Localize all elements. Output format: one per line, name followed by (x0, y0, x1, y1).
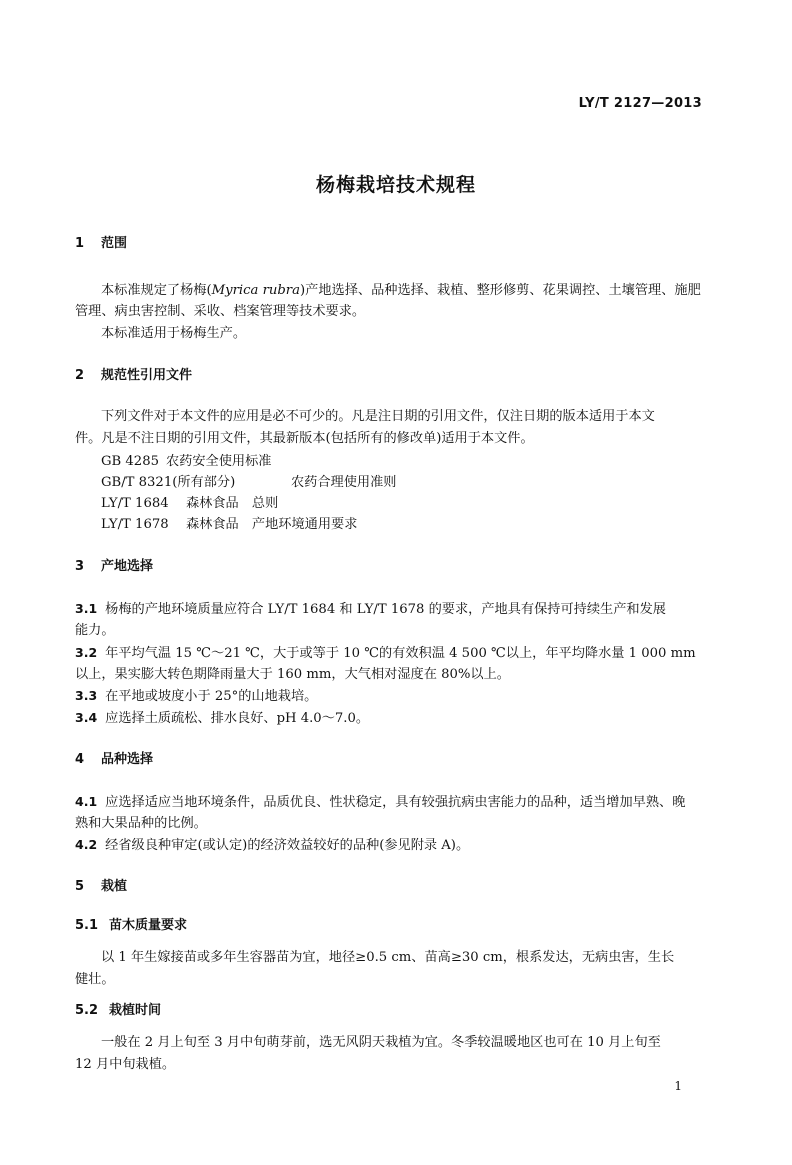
clause-3-2 (75, 642, 696, 665)
reference-title: 农药合理使用准则 (291, 475, 397, 490)
clause-text: 应选择土质疏松、排水良好、pH 4.0～7.0。 (105, 711, 370, 726)
clause-text: 杨梅的产地环境质量应符合 LY/T 1684 和 LY/T 1678 的要求，产地具有保持可持续生产和发展 (105, 602, 666, 617)
clause-number: 3.1 (75, 601, 98, 616)
section-3-heading (75, 556, 153, 578)
section-number: 5 (75, 879, 85, 894)
clause-3-2-cont: 以上，果实膨大转色期降雨量大于 160 mm，大气相对湿度在 80%以上。 (75, 667, 510, 682)
clause-4-1 (75, 791, 685, 814)
section-title: 品种选择 (101, 752, 154, 767)
subsection-title: 栽植时间 (109, 1003, 162, 1018)
clause-number: 3.3 (75, 688, 98, 703)
section-title: 产地选择 (101, 559, 154, 574)
section-1-paragraph-line (101, 280, 701, 302)
clause-number: 3.2 (75, 645, 98, 660)
reference-title: 农药安全使用标准 (166, 454, 272, 469)
subsection-5-1-text-cont: 健壮。 (75, 972, 115, 987)
section-number: 4 (75, 752, 85, 767)
subsection-title: 苗木质量要求 (109, 918, 188, 933)
section-title: 规范性引用文件 (101, 368, 193, 383)
clause-number: 4.2 (75, 837, 98, 852)
text-run: )产地选择、品种选择、栽植、整形修剪、花果调控、土壤管理、施肥 (299, 283, 701, 298)
reference-title: 森林食品 产地环境通用要求 (186, 517, 358, 532)
clause-4-2 (75, 834, 469, 857)
text-run: 本标准规定了杨梅( (101, 283, 212, 298)
reference-code: LY/T 1684 (101, 496, 169, 511)
reference-item (101, 493, 278, 515)
reference-code: GB 4285 (101, 454, 159, 469)
page-number: 1 (674, 1079, 682, 1093)
clause-text: 在平地或坡度小于 25°的山地栽培。 (105, 689, 318, 704)
section-1-heading (75, 233, 127, 255)
reference-item (101, 472, 397, 494)
section-5-heading (75, 876, 127, 898)
clause-3-3 (75, 685, 317, 708)
clause-text: 年平均气温 15 ℃～21 ℃，大于或等于 10 ℃的有效积温 4 500 ℃以上，年平均降水量 1 000 mm (105, 646, 696, 661)
section-1-paragraph-line: 管理、病虫害控制、采收、档案管理等技术要求。 (75, 304, 366, 319)
section-2-paragraph-line: 下列文件对于本文件的应用是必不可少的。凡是注日期的引用文件，仅注日期的版本适用于本文 (101, 409, 655, 424)
subsection-5-1-heading (75, 915, 187, 937)
section-4-heading (75, 749, 153, 771)
reference-item (101, 451, 272, 473)
subsection-number: 5.2 (75, 1003, 99, 1018)
reference-item (101, 514, 357, 536)
subsection-number: 5.1 (75, 918, 99, 933)
section-number: 3 (75, 559, 85, 574)
section-title: 范围 (101, 236, 128, 251)
clause-number: 3.4 (75, 710, 98, 725)
subsection-5-2-text: 一般在 2 月上旬至 3 月中旬萌芽前，选无风阴天栽植为宜。冬季较温暖地区也可在 10 月上旬至 (101, 1035, 661, 1050)
page-title: 杨梅栽培技术规程 (315, 174, 476, 196)
clause-text: 应选择适应当地环境条件，品质优良、性状稳定，具有较强抗病虫害能力的品种，适当增加早熟、晚 (105, 795, 686, 810)
section-number: 1 (75, 236, 85, 251)
subsection-5-2-heading (75, 1000, 161, 1022)
standard-code: LY/T 2127—2013 (578, 96, 702, 111)
clause-3-1 (75, 598, 666, 621)
section-2-paragraph-line: 件。凡是不注日期的引用文件，其最新版本(包括所有的修改单)适用于本文件。 (75, 431, 534, 446)
clause-4-1-cont: 熟和大果品种的比例。 (75, 816, 207, 831)
clause-number: 4.1 (75, 794, 98, 809)
reference-code: LY/T 1678 (101, 517, 169, 532)
reference-title: 森林食品 总则 (186, 496, 279, 511)
clause-text: 经省级良种审定(或认定)的经济效益较好的品种(参见附录 A)。 (105, 838, 470, 853)
subsection-5-2-text-cont: 12 月中旬栽植。 (75, 1057, 176, 1072)
reference-code: GB/T 8321(所有部分) (101, 475, 236, 490)
section-number: 2 (75, 368, 85, 383)
subsection-5-1-text: 以 1 年生嫁接苗或多年生容器苗为宜，地径≥0.5 cm、苗高≥30 cm，根系发达，无病虫害，生长 (101, 950, 675, 965)
clause-3-4 (75, 707, 369, 730)
clause-3-1-cont: 能力。 (75, 623, 115, 638)
section-1-paragraph: 本标准适用于杨梅生产。 (101, 326, 247, 341)
latin-name: Myrica rubra (211, 283, 300, 298)
section-2-heading (75, 365, 192, 387)
section-title: 栽植 (101, 879, 128, 894)
